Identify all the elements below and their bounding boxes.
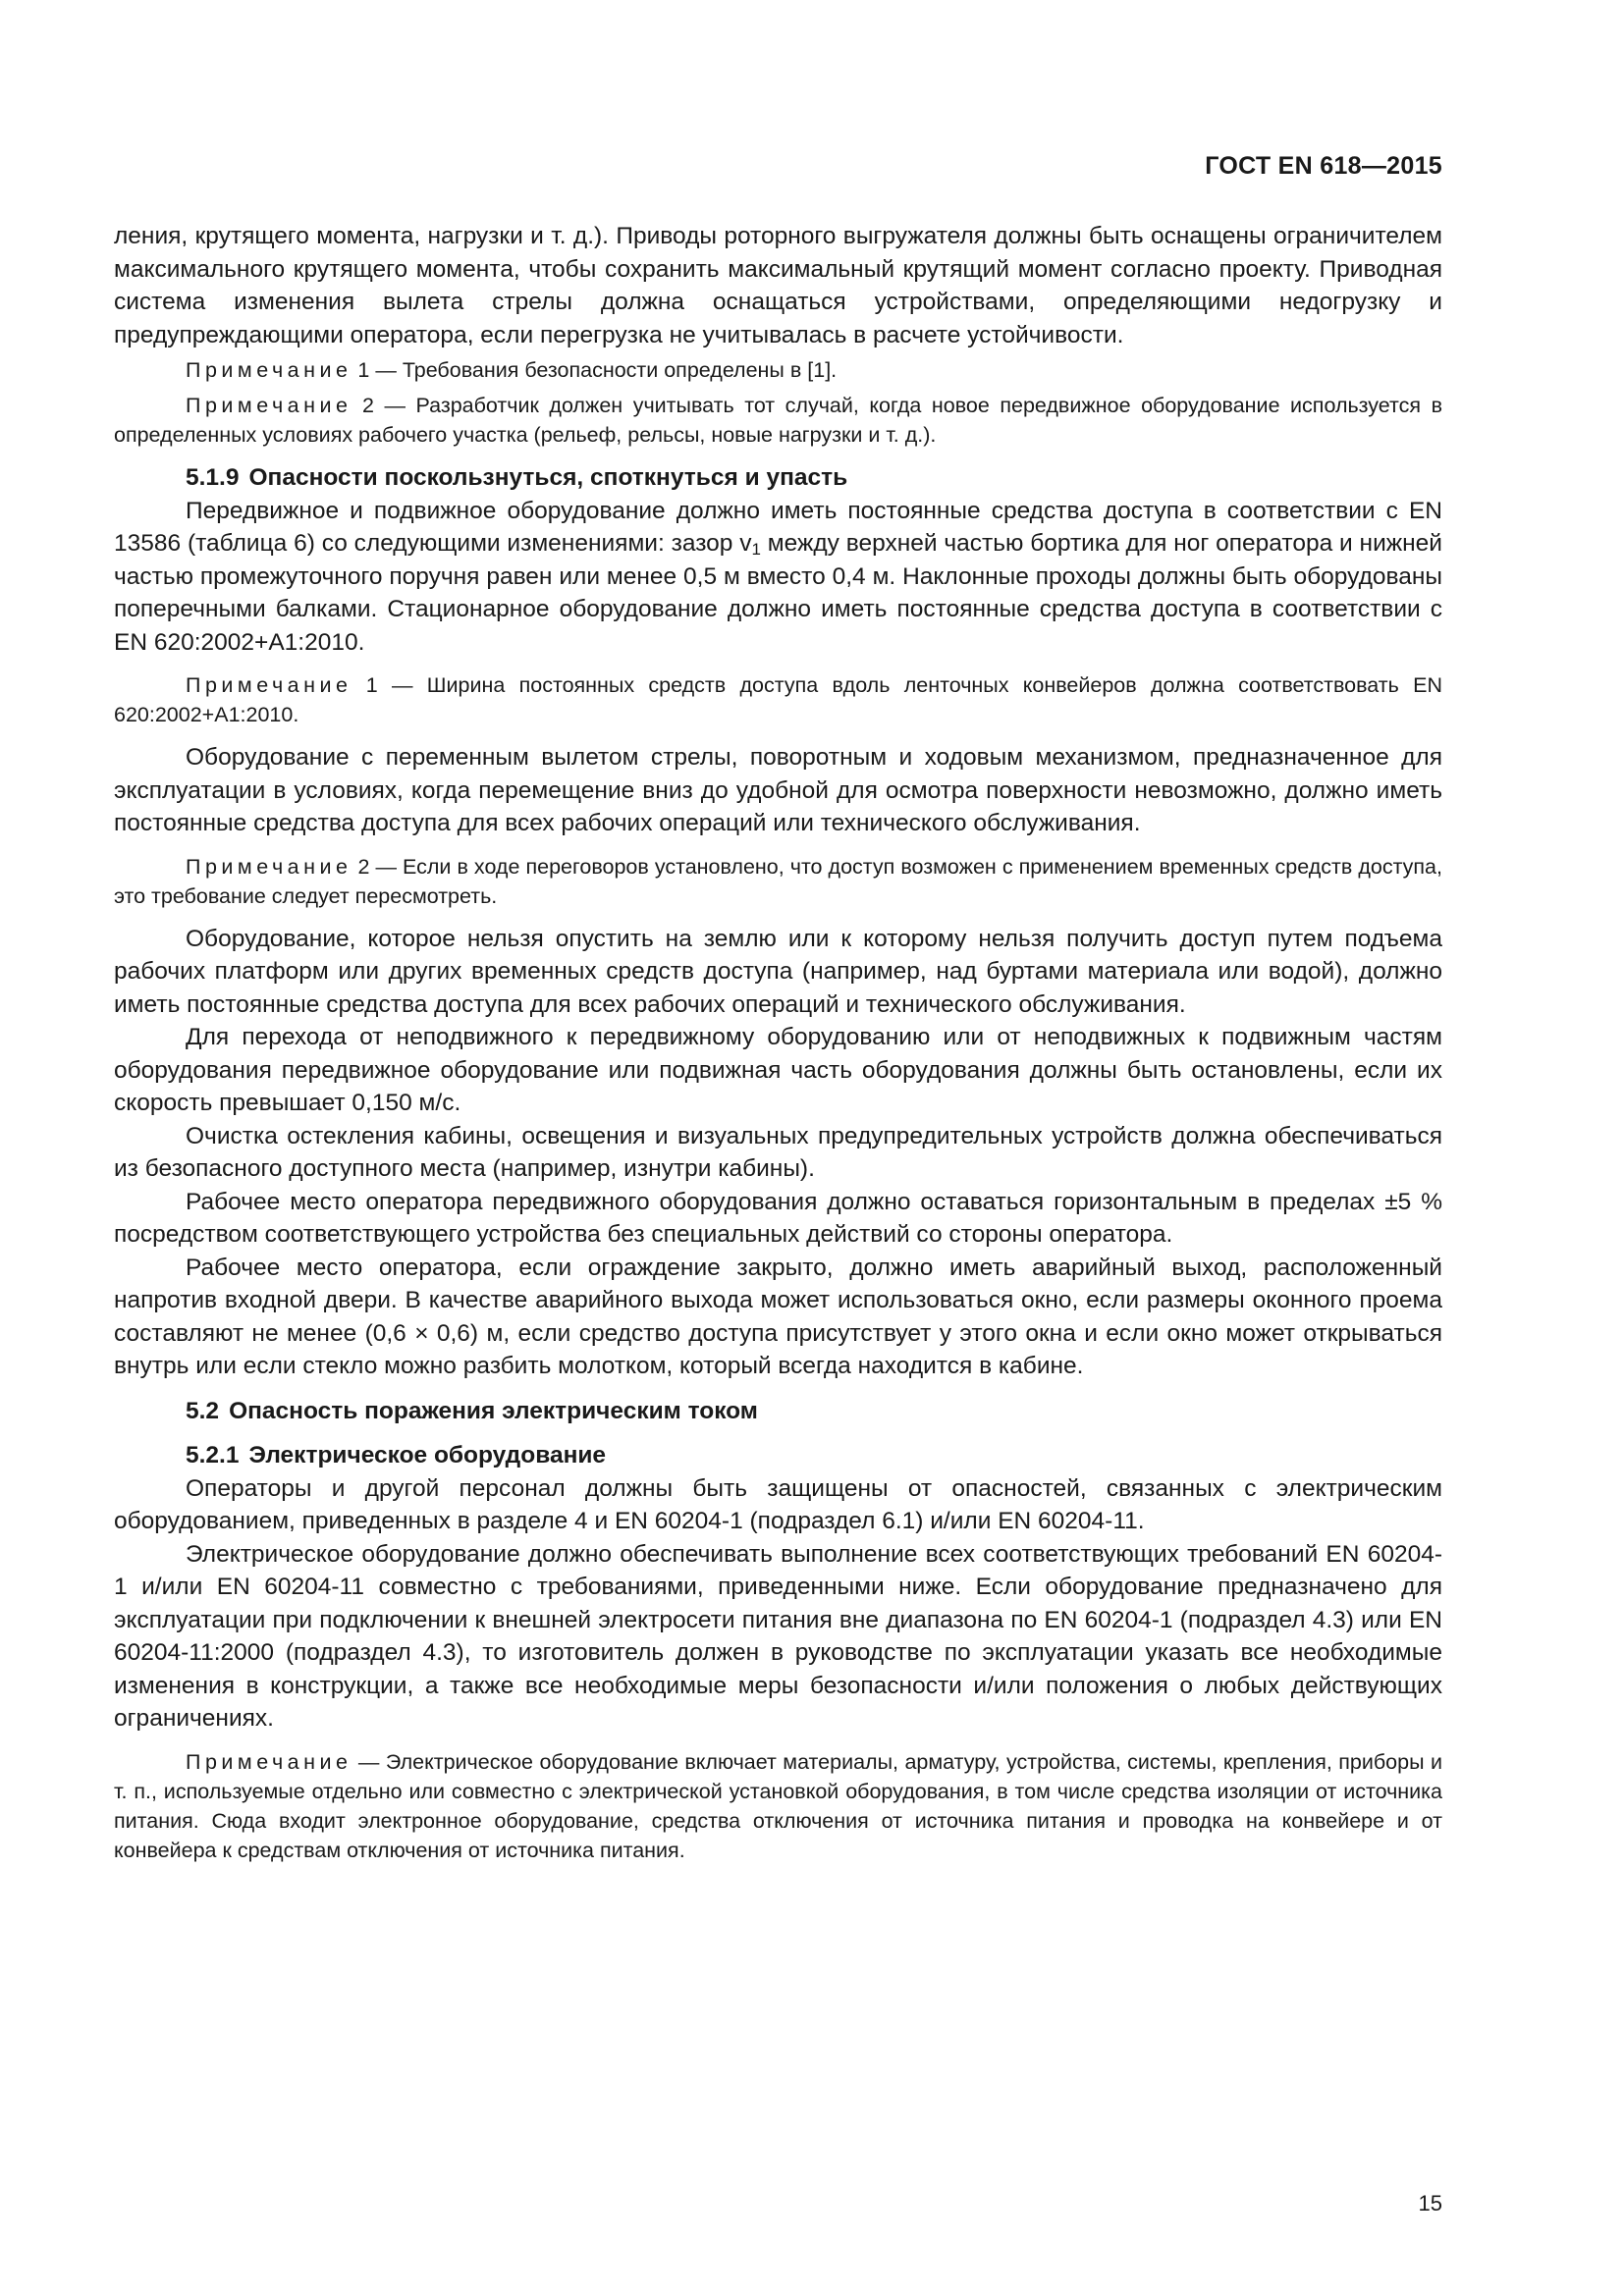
section-number: 5.2	[186, 1397, 220, 1424]
note-label: Примечание	[186, 358, 352, 382]
note-text: — Электрическое оборудование включает материалы, арматуру, устройства, системы, крепления, приборы и т. п., используемые отдельно или совместно с электрической установкой оборудования, в том числе средства изоляции от источника питания. Сюда входит электронное оборудование, средства отключения от источника питания и проводка на конвейере и от конвейера к средствам отключения от источника питания.	[114, 1749, 1442, 1862]
section-number: 5.1.9	[186, 464, 240, 491]
paragraph-5-1-9-f: Рабочее место оператора передвижного оборудования должно оставаться горизонтальным в пределах ±5 % посредством соответствующего устройства без специальных действий со стороны оператора.	[114, 1188, 1442, 1248]
section-title: Опасность поражения электрическим током	[229, 1397, 758, 1424]
paragraph-text: Передвижное и подвижное оборудование должно иметь постоянные средства доступа в соответствии с EN 13586 (таблица 6) со следующими изменениями: зазор v	[114, 497, 1442, 557]
note-text: 2 — Разработчик должен учитывать тот случай, когда новое передвижное оборудование используется в определенных условиях рабочего участка (рельеф, рельсы, новые нагрузки и т. д.).	[114, 394, 1442, 447]
note-label: Примечание	[186, 394, 352, 417]
note-1	[114, 355, 1442, 385]
document-body	[114, 220, 1442, 1865]
note-text: 1 — Требования безопасности определены в [1].	[352, 358, 838, 382]
section-heading-5-2	[114, 1395, 1442, 1428]
document-code-header: ГОСТ EN 618—2015	[1205, 152, 1442, 180]
paragraph-5-1-9-g: Рабочее место оператора, если ограждение закрыто, должно иметь аварийный выход, расположенный напротив входной двери. В качестве аварийного выхода может использоваться окно, если размеры оконного проема составляют не менее (0,6 × 0,6) м, если средство доступа присутствует у этого окна и если окно может открываться внутрь или если стекло можно разбить молотком, который всегда находится в кабине.	[114, 1254, 1442, 1379]
section-title: Электрическое оборудование	[248, 1442, 607, 1468]
paragraph-5-1-9-c: Оборудование, которое нельзя опустить на землю или к которому нельзя получить доступ путем подъема рабочих платформ или других временных средств доступа (например, над буртами материала или водой), должно иметь постоянные средства доступа для всех рабочих операций и технического обслуживания.	[114, 925, 1442, 1018]
paragraph-intro: ления, крутящего момента, нагрузки и т. д.). Приводы роторного выгружателя должны быть оснащены ограничителем максимального крутящего момента, чтобы сохранить максимальный крутящий момент согласно проекту. Приводная система изменения вылета стрелы должна оснащаться устройствами, определяющими недогрузку и предупреждающими оператора, если перегрузка не учитывалась в расчете устойчивости.	[114, 223, 1442, 348]
paragraph-5-1-9-d: Для перехода от неподвижного к передвижному оборудованию или от неподвижных к подвижным частям оборудования передвижное оборудование или подвижная часть оборудования должны быть остановлены, если их скорость превышает 0,150 м/с.	[114, 1024, 1442, 1116]
section-heading-5-1-9	[114, 461, 1442, 495]
paragraph-text: между верхней частью бортика для ног оператора и нижней частью промежуточного поручня равен или менее 0,5 м вместо 0,4 м. Наклонные проходы должны быть оборудованы поперечными балками. Стационарное оборудование должно иметь постоянные средства доступа в соответствии с EN 620:2002+A1:2010.	[114, 530, 1442, 656]
note-3	[114, 670, 1442, 729]
paragraph-5-2-1-a: Операторы и другой персонал должны быть защищены от опасностей, связанных с электрическим оборудованием, приведенных в разделе 4 и EN 60204-1 (подраздел 6.1) и/или EN 60204-11.	[114, 1474, 1442, 1534]
paragraph-5-1-9-e: Очистка остекления кабины, освещения и визуальных предупредительных устройств должна обеспечиваться из безопасного доступного места (например, изнутри кабины).	[114, 1122, 1442, 1182]
note-label: Примечание	[186, 854, 352, 879]
paragraph-5-1-9-b: Оборудование с переменным вылетом стрелы, поворотным и ходовым механизмом, предназначенное для эксплуатации в условиях, когда перемещение вниз до удобной для осмотра поверхности невозможно, должно иметь постоянные средства доступа для всех рабочих операций или технического обслуживания.	[114, 744, 1442, 836]
note-4	[114, 852, 1442, 911]
section-title: Опасности поскользнуться, споткнуться и упасть	[248, 464, 848, 491]
note-5	[114, 1747, 1442, 1865]
section-heading-5-2-1	[114, 1439, 1442, 1472]
note-2	[114, 391, 1442, 450]
paragraph-5-2-1-b: Электрическое оборудование должно обеспечивать выполнение всех соответствующих требований EN 60204-1 и/или EN 60204-11 совместно с требованиями, приведенными ниже. Если оборудование предназначено для эксплуатации при подключении к внешней электросети питания вне диапазона по EN 60204-1 (подраздел 4.3) или EN 60204-11:2000 (подраздел 4.3), то изготовитель должен в руководстве по эксплуатации указать все необходимые изменения в конструкции, а также все необходимые меры безопасности и/или положения о любых действующих ограничениях.	[114, 1540, 1442, 1732]
note-text: 2 — Если в ходе переговоров установлено, что доступ возможен с применением временных средств доступа, это требование следует пересмотреть.	[114, 854, 1442, 908]
section-number: 5.2.1	[186, 1442, 240, 1468]
page-number: 15	[1418, 2191, 1442, 2216]
subscript: 1	[751, 540, 761, 559]
note-text: 1 — Ширина постоянных средств доступа вдоль ленточных конвейеров должна соответствовать EN 620:2002+A1:2010.	[114, 673, 1442, 726]
note-label: Примечание	[186, 673, 352, 697]
paragraph-5-1-9-a	[114, 495, 1442, 660]
note-label: Примечание	[186, 1749, 352, 1774]
